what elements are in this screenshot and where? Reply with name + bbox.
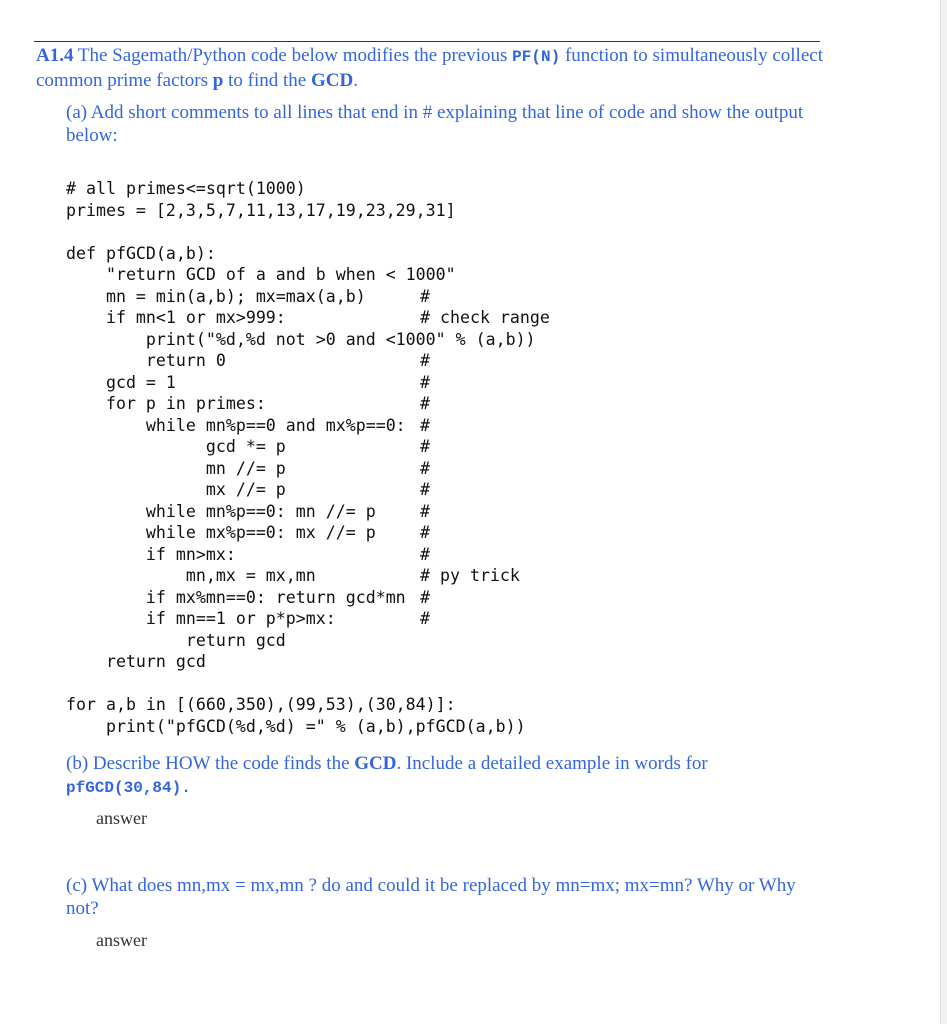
part-b-example: pfGCD(30,84) [66,779,182,797]
code-line: if mx%mn==0: return gcd*mn [66,587,406,607]
code-comment: # [420,480,430,499]
code-comment: # [420,544,430,564]
code-line: print("pfGCD(%d,%d) =" % (a,b),pfGCD(a,b)) [66,716,526,736]
code-comment: # [420,501,430,521]
code-comment: # [420,587,430,607]
code-line: while mn%p==0: mn //= p [66,501,376,521]
problem-heading [36,44,836,92]
code-comment: # [420,286,430,306]
code-comment: # [420,372,430,392]
code-line: gcd *= p [66,437,286,456]
code-line: "return GCD of a and b when < 1000" [66,265,456,284]
code-line: # all primes<=sqrt(1000) [66,179,306,198]
heading-text-1: The Sagemath/Python code below modifies the previous [73,45,513,66]
code-line: for p in primes: [66,394,266,413]
code-comment: # [420,394,430,413]
heading-p: p [212,70,224,91]
code-line: if mn==1 or p*p>mx: [66,609,336,628]
part-a-question: (a) Add short comments to all lines that end in # explaining that line of code and show the output below: [66,102,804,146]
heading-gcd: GCD [310,70,354,91]
part-b-text-3: . [181,779,191,797]
code-line: return gcd [66,630,286,650]
code-line: for a,b in [(660,350),(99,53),(30,84)]: [66,695,456,714]
code-comment: # [420,437,430,456]
code-line: mn //= p [66,458,286,478]
heading-text-3: to find the [223,70,311,91]
code-comment: # [420,351,430,370]
part-c-question: (c) What does mn,mx = mx,mn ? do and could it be replaced by mn=mx; mx=mn? Why or Why not? [66,875,796,919]
code-comment: # py trick [420,566,520,585]
top-rule [34,41,820,42]
part-c-answer[interactable]: answer [96,930,147,950]
code-comment: # check range [420,308,550,327]
heading-text-2: function to simultaneously collect common prime factors [36,45,823,91]
part-b-answer[interactable]: answer [96,808,147,828]
code-line: while mx%p==0: mx //= p [66,523,376,542]
code-line: primes = [2,3,5,7,11,13,17,19,23,29,31] [66,200,456,220]
part-b-text-2: . Include a detailed example in words for [396,753,708,774]
code-line: while mn%p==0 and mx%p==0: [66,415,406,435]
code-line: def pfGCD(a,b): [66,243,216,263]
code-comment: # [420,458,430,478]
code-line: return gcd [66,652,206,671]
heading-function-name: PF(N) [512,48,561,66]
code-line: mn = min(a,b); mx=max(a,b) [66,286,366,306]
part-b-question [66,752,826,800]
code-comment: # [420,523,430,542]
code-line: return 0 [66,351,226,370]
page-right-edge [940,0,947,1024]
code-line: mn,mx = mx,mn [66,566,316,585]
code-line: if mn<1 or mx>999: [66,308,286,327]
code-comment: # [420,415,430,435]
code-comment: # [420,609,430,628]
code-line: if mn>mx: [66,544,236,564]
problem-number: A1.4 [36,45,74,66]
code-line: gcd = 1 [66,372,176,392]
part-b-text-1: (b) Describe HOW the code finds the [66,753,355,774]
code-line: print("%d,%d not >0 and <1000" % (a,b)) [66,329,536,349]
part-b-gcd: GCD [354,753,397,774]
code-line: mx //= p [66,480,286,499]
heading-text-4: . [353,70,358,91]
